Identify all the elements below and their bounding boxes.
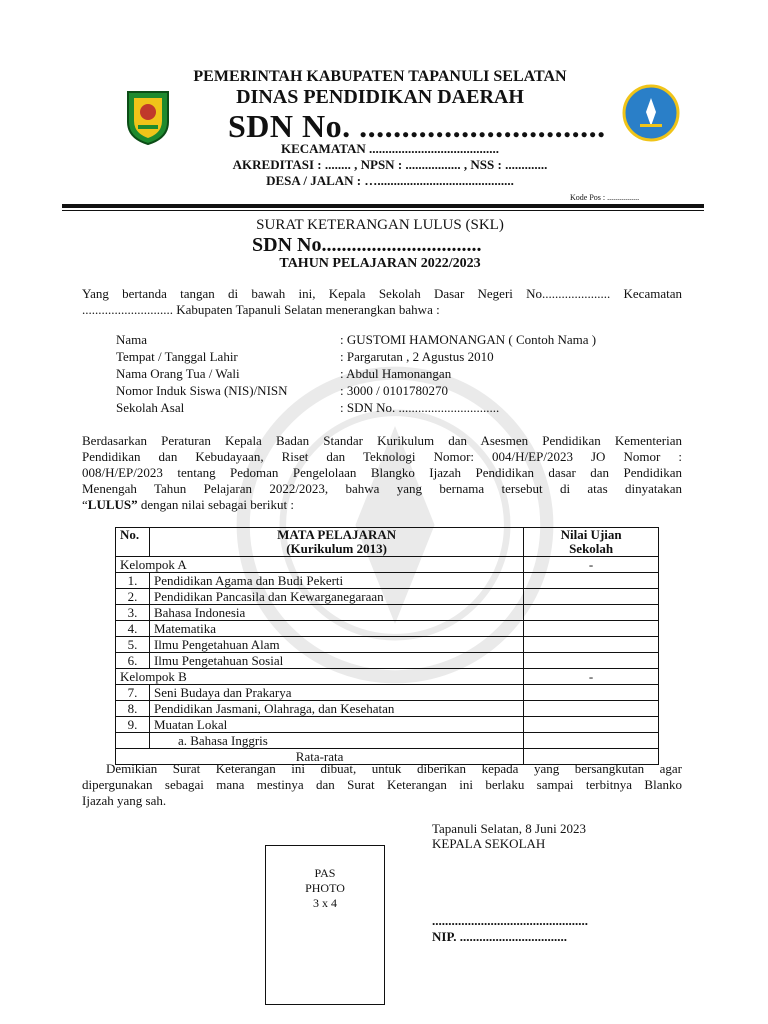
identity-label-name: Nama [116,332,148,347]
header-kode-pos: Kode Pos : ................ [570,193,640,202]
group-b-label: Kelompok B [116,669,524,685]
row-no: 9. [116,717,150,733]
row-score [524,653,659,669]
pas-photo-box [265,845,385,1005]
table-row [116,717,659,733]
table-row [116,685,659,701]
basis-line-4: Menengah Tahun Pelajaran 2022/2023, bahwa yang bernama tersebut di atas dinyatakan [82,481,682,496]
group-b-score: - [524,669,659,685]
row-no: 5. [116,637,150,653]
identity-label-nisn: Nomor Induk Siswa (NIS)/NISN [116,383,288,398]
basis-paragraph [82,433,682,513]
closing-paragraph [82,761,682,809]
table-row [116,637,659,653]
signature-place-date: Tapanuli Selatan, 8 Juni 2023 [432,821,586,836]
row-no: 3. [116,605,150,621]
signature-role: KEPALA SEKOLAH [432,836,546,851]
col-header-score-1: Nilai Ujian [560,527,622,542]
table-row [116,621,659,637]
table-row [116,573,659,589]
identity-label-school: Sekolah Asal [116,400,185,415]
intro-paragraph [82,286,682,318]
identity-value-nisn: : 3000 / 0101780270 [340,383,448,398]
row-subject: Muatan Lokal [149,717,523,733]
header-desa: DESA / JALAN : ….......................................... [266,173,514,188]
identity-value-school: : SDN No. ............................... [340,400,500,415]
header-school-name: SDN No. ............................. [228,108,606,144]
col-header-score-2: Sekolah [569,541,614,556]
closing-line-1: Demikian Surat Keterangan ini dibuat, untuk diberikan kepada yang bersangkutan agar [106,761,682,776]
row-score [524,701,659,717]
photo-label-2: PHOTO [305,881,345,895]
basis-quote-open: “ [82,497,88,512]
basis-line-1: Berdasarkan Peraturan Kepala Badan Standar Kurikulum dan Asesmen Pendidikan Kementerian [82,433,682,448]
row-subject: Pendidikan Jasmani, Olahraga, dan Kesehatan [149,701,523,717]
table-row [116,605,659,621]
signature-name-line: ................................................ [432,913,588,928]
row-no: 8. [116,701,150,717]
average-label: Rata-rata [116,749,524,765]
header-akreditasi: AKREDITASI : ........ , NPSN : ................. , NSS : ............. [232,157,548,172]
row-no: 4. [116,621,150,637]
row-no: 7. [116,685,150,701]
table-header-row [116,528,659,557]
table-row [116,701,659,717]
row-no [116,733,150,749]
photo-label-1: PAS [314,866,336,880]
header-department: DINAS PENDIDIKAN DAERAH [236,86,524,108]
group-b-row [116,669,659,685]
col-header-subject-1: MATA PELAJARAN [277,527,397,542]
row-score [524,589,659,605]
row-no: 1. [116,573,150,589]
header-government: PEMERINTAH KABUPATEN TAPANULI SELATAN [193,68,567,85]
grades-table [115,527,659,765]
row-subject: Matematika [149,621,523,637]
table-row [116,653,659,669]
row-subject: Pendidikan Agama dan Budi Pekerti [149,573,523,589]
basis-line-2: Pendidikan dan Kebudayaan, Riset dan Teknologi Nomor: 004/H/EP/2023 JO Nomor : [82,449,682,464]
row-score [524,733,659,749]
row-score [524,621,659,637]
row-subject-sub: a. Bahasa Inggris [149,733,523,749]
identity-label-birth: Tempat / Tanggal Lahir [116,349,238,364]
row-subject: Seni Budaya dan Prakarya [149,685,523,701]
group-a-row [116,557,659,573]
col-header-subject [149,528,523,557]
col-header-score [524,528,659,557]
row-score [524,573,659,589]
photo-label-3: 3 x 4 [313,896,337,910]
row-score [524,685,659,701]
basis-lulus: LULUS” [87,497,138,512]
document-title: SURAT KETERANGAN LULUS (SKL) [256,217,504,233]
header-divider-thick [62,204,704,208]
header-divider-thin [62,210,704,211]
table-row [116,733,659,749]
identity-label-parent: Nama Orang Tua / Wali [116,366,240,381]
identity-value-birth: : Pargarutan , 2 Agustus 2010 [340,349,494,364]
group-a-score: - [524,557,659,573]
identity-value-name: : GUSTOMI HAMONANGAN ( Contoh Nama ) [340,332,597,347]
document-year: TAHUN PELAJARAN 2022/2023 [279,256,481,271]
row-no: 2. [116,589,150,605]
table-row [116,589,659,605]
intro-line-1: Yang bertanda tangan di bawah ini, Kepala Sekolah Dasar Negeri No..................... Kecamatan [82,286,682,301]
col-header-subject-2: (Kurikulum 2013) [286,541,387,556]
row-subject: Bahasa Indonesia [149,605,523,621]
row-score [524,717,659,733]
row-no: 6. [116,653,150,669]
row-subject: Ilmu Pengetahuan Sosial [149,653,523,669]
intro-line-2: ............................ Kabupaten Tapanuli Selatan menerangkan bahwa : [82,302,440,317]
signature-nip: NIP. ................................. [432,929,567,944]
row-subject: Pendidikan Pancasila dan Kewarganegaraan [149,589,523,605]
document-school: SDN No................................ [252,234,482,256]
row-score [524,605,659,621]
basis-line-3: 008/H/EP/2023 tentang Pedoman Pengelolaan Blangko Ijazah Pendidikan dasar dan Pendidikan [82,465,682,480]
row-score [524,637,659,653]
basis-line-5-text: dengan nilai sebagai berikut : [137,497,294,512]
col-header-no: No. [116,528,150,557]
identity-value-parent: : Abdul Hamonangan [340,366,452,381]
header-kecamatan: KECAMATAN ........................................ [281,141,499,156]
closing-line-3: Ijazah yang sah. [82,793,167,808]
group-a-label: Kelompok A [116,557,524,573]
basis-line-5 [82,497,682,513]
closing-line-2: dipergunakan sebagai mana mestinya dan Surat Keterangan ini berlaku sampai terbitnya Blanko [82,777,682,792]
row-subject: Ilmu Pengetahuan Alam [149,637,523,653]
